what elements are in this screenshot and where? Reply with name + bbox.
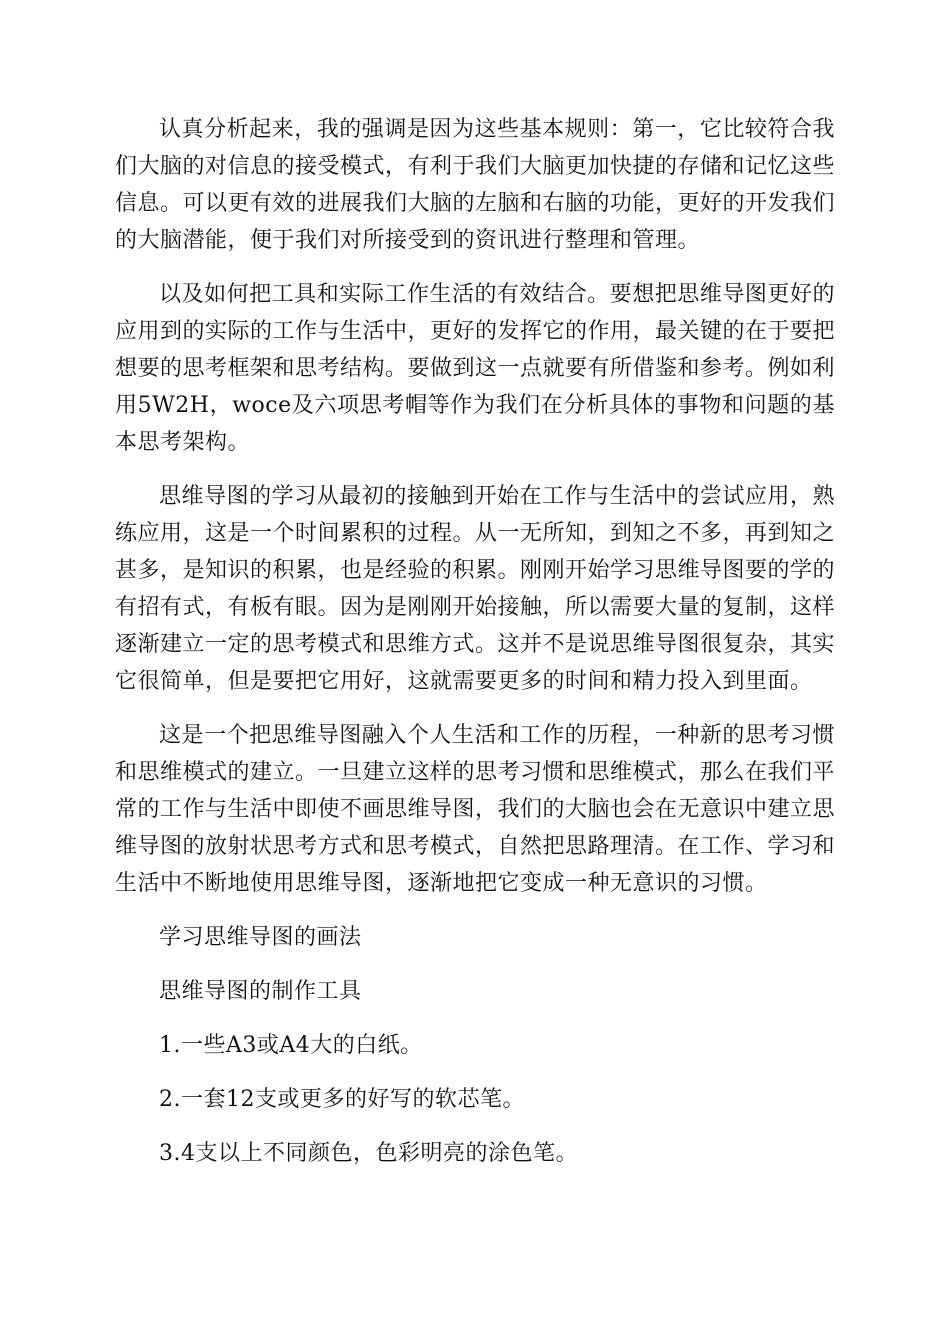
- list-item-3: 3.4支以上不同颜色，色彩明亮的涂色笔。: [159, 1141, 578, 1166]
- heading-tools: 思维导图的制作工具: [159, 979, 362, 1004]
- paragraph-1: 认真分析起来，我的强调是因为这些基本规则：第一，它比较符合我们大脑的对信息的接受模式，有利于我们大脑更加快捷的存储和记忆这些信息。可以更有效的进展我们大脑的左脑和右脑的功能，更好的开发我们的大脑潜能，便于我们对所接受到的资讯进行整理和管理。: [115, 117, 836, 253]
- paragraph-2: 以及如何把工具和实际工作生活的有效结合。要想把思维导图更好的应用到的实际的工作与生活中，更好的发挥它的作用，最关键的在于要把想要的思考框架和思考结构。要做到这一点就要有所借鉴和参考。例如利用5W2H，woce及六项思考帽等作为我们在分析具体的事物和问题的基本思考架构。: [115, 282, 836, 455]
- paragraph-3: 思维导图的学习从最初的接触到开始在工作与生活中的尝试应用，熟练应用，这是一个时间累积的过程。从一无所知，到知之不多，再到知之甚多，是知识的积累，也是经验的积累。刚刚开始学习思维导图要的学的有招有式，有板有眼。因为是刚刚开始接触，所以需要大量的复制，这样逐渐建立一定的思考模式和思维方式。这并不是说思维导图很复杂，其实它很简单，但是要把它用好，这就需要更多的时间和精力投入到里面。: [115, 484, 836, 694]
- document-body: [115, 111, 835, 1189]
- list-item-1: 1.一些A3或A4大的白纸。: [159, 1033, 423, 1058]
- list-item-2: 2.一套12支或更多的好写的软芯笔。: [159, 1087, 525, 1112]
- heading-drawing-method: 学习思维导图的画法: [159, 925, 362, 950]
- paragraph-4: 这是一个把思维导图融入个人生活和工作的历程，一种新的思考习惯和思维模式的建立。一旦建立这样的思考习惯和思维模式，那么在我们平常的工作与生活中即使不画思维导图，我们的大脑也会在无意识中建立思维导图的放射状思考方式和思考模式，自然把思路理清。在工作、学习和生活中不断地使用思维导图，逐渐地把它变成一种无意识的习惯。: [115, 723, 836, 896]
